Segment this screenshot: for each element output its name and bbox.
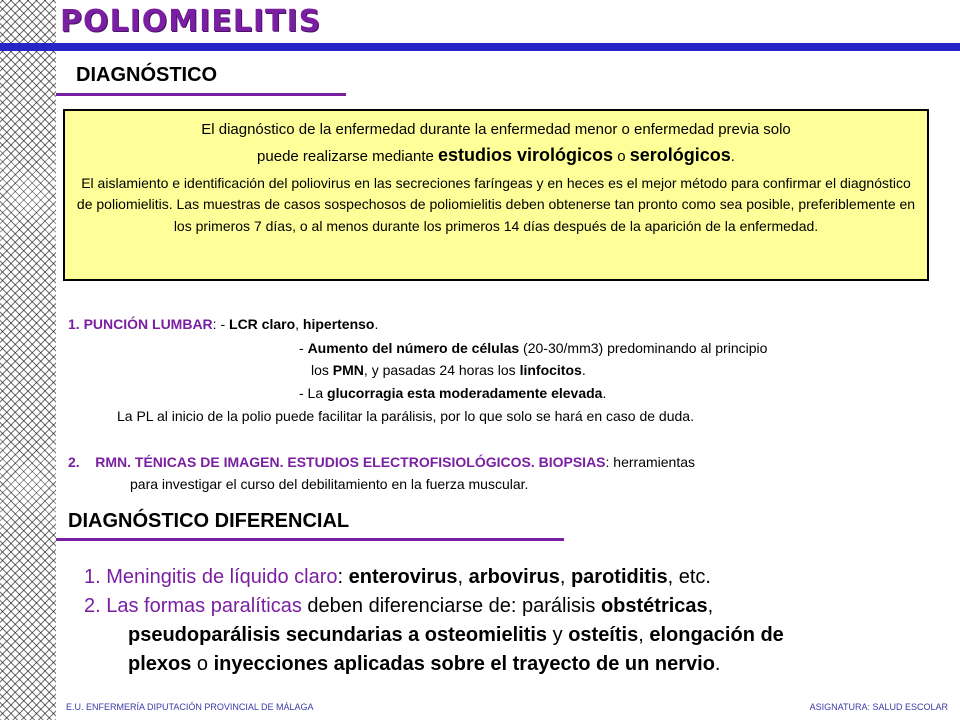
decorative-pattern-strip [0, 0, 56, 720]
text: El diagnóstico de la enfermedad durante la enfermedad menor o enfermedad previa solo [201, 121, 791, 138]
bold-text: pseudoparálisis secundarias a osteomielitis [128, 624, 548, 646]
box-paragraph-1 [75, 119, 917, 169]
bold-text: hipertenso [302, 316, 375, 332]
bold-text: glucorragia esta moderadamente elevada [327, 385, 603, 401]
footer-left: E.U. ENFERMERÍA DIPUTACIÓN PROVINCIAL DE MÁLAGA [66, 702, 314, 712]
bold-text: enterovirus [348, 566, 458, 588]
purple-text: 2. Las formas paralíticas [84, 595, 302, 617]
purple-text: 1. Meningitis de líquido claro [84, 566, 338, 588]
text: y [547, 624, 569, 646]
footer-right: ASIGNATURA: SALUD ESCOLAR [809, 702, 948, 712]
text: o [191, 653, 214, 675]
text: - [299, 340, 308, 356]
bold-text: linfocitos [519, 362, 582, 378]
text: puede realizarse mediante [257, 147, 438, 165]
box-paragraph-2: El aislamiento e identificación del poliovirus en las secreciones faríngeas y en heces es el mejor método para confirmar el diagnóstico de poliomielitis. Las muestras de casos sospechosos de poliomielitis deben obtenerse tan pronto como sea posible, preferiblemente en los primeros 7 días, o al menos durante los primeros 14 días después de la aparición de la enfermedad. [76, 174, 916, 235]
bold-text: obstétricas [600, 595, 708, 617]
list-label: 2. [68, 454, 80, 470]
bold-text: RMN. TÉNICAS DE IMAGEN. ESTUDIOS ELECTROFISIOLÓGICOS. BIOPSIAS [95, 454, 606, 470]
dd-item-2-line-3 [128, 653, 720, 676]
bold-text: arbovirus [468, 566, 560, 588]
bold-text: LCR claro [229, 316, 296, 332]
bold-text: osteítis [568, 624, 639, 646]
dd-item-2 [84, 595, 713, 618]
bold-text: serológicos [629, 144, 731, 165]
text: , y pasadas 24 horas los [363, 362, 520, 378]
text: . [602, 385, 607, 401]
text: . [581, 362, 586, 378]
lp-line-1 [68, 316, 378, 332]
text: , [559, 566, 571, 588]
text: : herramientas [605, 454, 695, 470]
lp-note: La PL al inicio de la polio puede facilitar la parálisis, por lo que solo se hará en caso de duda. [117, 408, 694, 424]
text: (20-30/mm3) predominando al principio [519, 340, 768, 356]
text: . [374, 316, 379, 332]
heading-underline [56, 538, 564, 541]
text: . [714, 653, 721, 675]
slide-title: POLIOMIELITIS [60, 4, 322, 39]
bold-text: parotiditis [570, 566, 668, 588]
text: , etc. [667, 566, 711, 588]
text: los [311, 362, 333, 378]
section-heading-diagnostico-diferencial: DIAGNÓSTICO DIFERENCIAL [68, 510, 350, 532]
lp-line-4 [299, 385, 606, 401]
text: , [457, 566, 469, 588]
bold-text: inyecciones aplicadas sobre el trayecto de un nervio [213, 653, 715, 675]
text: : [337, 566, 349, 588]
bold-text: Aumento del número de células [307, 340, 520, 356]
dd-item-1 [84, 566, 711, 589]
lp-line-2 [299, 340, 767, 356]
rmn-line-2: para investigar el curso del debilitamiento en la fuerza muscular. [130, 476, 529, 492]
section-heading-diagnostico: DIAGNÓSTICO [76, 64, 218, 86]
bold-text: estudios virológicos [438, 144, 614, 165]
text: deben diferenciarse de: parálisis [301, 595, 601, 617]
text: . [730, 147, 735, 165]
text: , [295, 316, 303, 332]
list-label: 1. PUNCIÓN LUMBAR [68, 316, 213, 332]
lp-line-3 [311, 362, 586, 378]
highlight-box [63, 109, 929, 281]
bold-text: plexos [128, 653, 192, 675]
text: - La [299, 385, 328, 401]
heading-underline [56, 93, 346, 96]
title-underline-bar [0, 43, 960, 51]
text: o [613, 147, 630, 165]
text: , [707, 595, 714, 617]
dd-item-2-line-2 [128, 624, 784, 647]
text: , [638, 624, 650, 646]
rmn-line-1 [68, 454, 695, 470]
bold-text: PMN [332, 362, 364, 378]
text: : - [212, 316, 230, 332]
bold-text: elongación de [649, 624, 784, 646]
